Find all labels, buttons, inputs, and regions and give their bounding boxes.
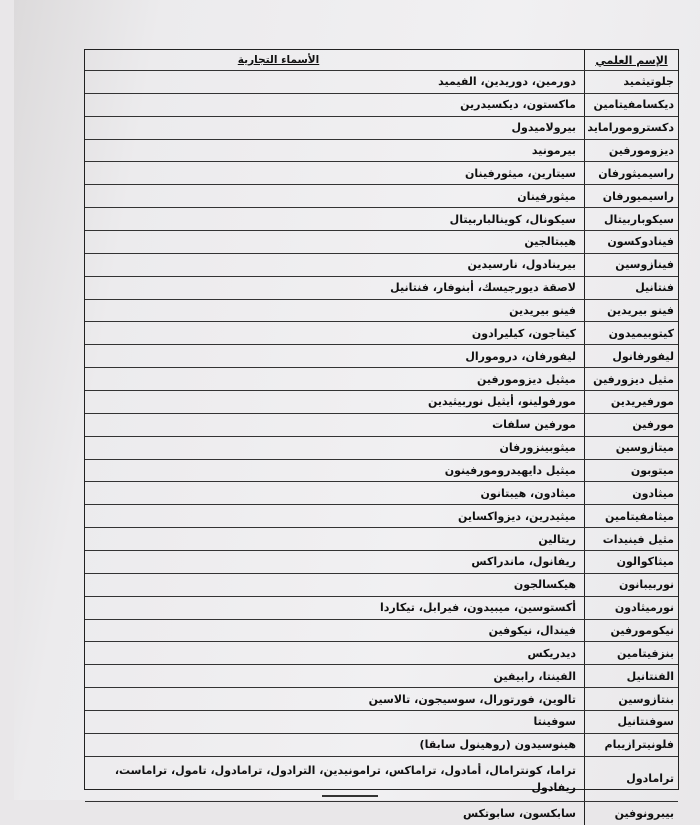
- table-row: [85, 528, 678, 551]
- scientific-name-cell: فينازوسين: [584, 254, 678, 276]
- trade-names-cell: هيبتالجين: [524, 235, 576, 249]
- trade-names-cell: مورفولينو، أيثيل نوربيثيدين: [427, 395, 576, 409]
- scientific-name-cell: مثيل فينيدات: [584, 528, 678, 550]
- scientific-name-cell: مثيل ديزورفين: [584, 368, 678, 390]
- scientific-name-cell: بنزفيتامين: [584, 642, 678, 664]
- trade-names-cell: هينوسيدون (روهينول سابقا): [419, 738, 576, 752]
- table-row: [85, 277, 678, 300]
- trade-names-cell: ميثادون، هيبتانون: [480, 486, 576, 500]
- table-row: [85, 117, 678, 140]
- trade-names-cell: سيكونال، كوينالباربيتال: [449, 212, 576, 226]
- table-row: [85, 185, 678, 208]
- table-row: [85, 437, 678, 460]
- header-scientific-label: الإسم العلمي: [595, 53, 668, 67]
- header-trade-label: الأسماء التجارية: [237, 54, 320, 66]
- table-row: [85, 322, 678, 345]
- scientific-name-cell: ترامادول: [584, 757, 678, 801]
- trade-names-cell: ديدريكس: [527, 646, 576, 660]
- trade-names-cell: تالوين، فورتورال، سوسيجون، تالاسين: [368, 692, 576, 706]
- header-trade-names: [85, 50, 584, 70]
- trade-names-cell: ميثيل دايهيدرومورفينون: [444, 464, 576, 478]
- trade-names-cell: كيتاجون، كيليرادون: [471, 326, 576, 340]
- scientific-name-cell: ليفورفانول: [584, 345, 678, 367]
- trade-names-cell: سابكسون، سابوتكس: [462, 806, 576, 820]
- scientific-name-cell: فنتانيل: [584, 277, 678, 299]
- scientific-name-cell: ميتازوسين: [584, 437, 678, 459]
- scientific-name-cell: ميثاكوالون: [584, 551, 678, 573]
- scientific-name-cell: مورفين: [584, 414, 678, 436]
- trade-names-cell: بيرينادول، نارسيدين: [467, 258, 576, 272]
- table-row: [85, 345, 678, 368]
- scientific-name-cell: دكسترومورامايد: [584, 117, 678, 139]
- table-row: [85, 162, 678, 185]
- table-row: [85, 208, 678, 231]
- table-row: [85, 460, 678, 483]
- trade-names-cell: فينو بيريدين: [509, 304, 576, 318]
- table-row: [85, 71, 678, 94]
- scientific-name-cell: راسيميثورفان: [584, 162, 678, 184]
- table-body: [85, 71, 678, 825]
- table-row: [85, 368, 678, 391]
- trade-names-cell: بيرولاميدول: [511, 121, 576, 135]
- scientific-name-cell: ميثادون: [584, 482, 678, 504]
- table-row: [85, 620, 678, 643]
- scientific-name-cell: ميتوبون: [584, 460, 678, 482]
- table-row: [85, 231, 678, 254]
- trade-names-cell: ميثورفينان: [517, 189, 576, 203]
- scientific-name-cell: نوربيبانون: [584, 574, 678, 596]
- scientific-name-cell: فينو بيريدين: [584, 300, 678, 322]
- trade-names-cell: ريتالين: [538, 532, 576, 546]
- table-row: [85, 551, 678, 574]
- trade-names-cell: بيرمونيد: [531, 144, 576, 157]
- table-row: [85, 254, 678, 277]
- table-row: [85, 414, 678, 437]
- scientific-name-cell: سيكوباربيتال: [584, 208, 678, 230]
- trade-names-cell: تراما، كونترامال، أمادول، تراماكس، ترامونيدين، الترادول، ترامادول، تامول، تراماست، ريفادول: [114, 763, 576, 794]
- trade-names-cell: دورمين، دوريدين، الفيميد: [438, 75, 576, 89]
- scientific-name-cell: ديزومورفين: [584, 140, 678, 162]
- document-page: [14, 0, 700, 820]
- scientific-name-cell: راسيميورفان: [584, 185, 678, 207]
- trade-names-cell: سوفينتا: [533, 715, 576, 729]
- scientific-name-cell: الفنتانيل: [584, 665, 678, 687]
- trade-names-cell: فيندال، نيكوفين: [488, 624, 576, 638]
- trade-names-cell: سيتارين، ميثورفينان: [464, 166, 576, 180]
- page-bottom-mark: [322, 795, 378, 797]
- scientific-name-cell: بنتازوسين: [584, 688, 678, 710]
- table-row: [85, 140, 678, 163]
- scientific-name-cell: نورميثادون: [584, 597, 678, 619]
- trade-names-cell: ريفانول، ماندراكس: [471, 555, 576, 569]
- scientific-name-cell: سوفنتانيل: [584, 711, 678, 733]
- scientific-name-cell: بيبرونوفين: [584, 802, 678, 825]
- table-row: [85, 300, 678, 323]
- scientific-name-cell: ديكسامفيتامين: [584, 94, 678, 116]
- trade-names-cell: ميثوبينزورفان: [499, 441, 576, 455]
- trade-names-cell: ليفورفان، درومورال: [465, 349, 576, 363]
- table-row: [85, 482, 678, 505]
- table-row: [85, 94, 678, 117]
- trade-names-cell: مورفين سلفات: [492, 418, 576, 432]
- trade-names-cell: أكستوسين، ميبيدون، فيرابل، تيكاردا: [380, 601, 576, 615]
- trade-names-cell: ماكستون، ديكسيدرين: [460, 98, 576, 112]
- trade-names-cell: ميثيل ديزومورفين: [476, 372, 576, 386]
- header-scientific-name: [584, 50, 678, 70]
- table-row: [85, 665, 678, 688]
- table-row: [85, 688, 678, 711]
- trade-names-cell: لاصقة ديورجيسك، أبنوفار، فنتانيل: [390, 281, 576, 295]
- table-row: [85, 574, 678, 597]
- drug-names-table: [84, 49, 679, 820]
- scientific-name-cell: كيتوبيميدون: [584, 322, 678, 344]
- scientific-name-cell: فينادوكسون: [584, 231, 678, 253]
- scientific-name-cell: فلونيترازيبام: [584, 734, 678, 756]
- table-header: [85, 50, 678, 71]
- table-row: [85, 802, 678, 825]
- scientific-name-cell: مورفيريدين: [584, 391, 678, 413]
- table-row: [85, 642, 678, 665]
- scientific-name-cell: جلوتيثميد: [584, 71, 678, 93]
- table-row: [85, 711, 678, 734]
- trade-names-cell: الفينتا، رابيفين: [493, 669, 576, 683]
- table-row: [85, 391, 678, 414]
- scientific-name-cell: ميثامفيتامين: [584, 505, 678, 527]
- trade-names-cell: ميثيدرين، ديزواكساين: [458, 509, 576, 523]
- table-row: [85, 757, 678, 802]
- table-row: [85, 505, 678, 528]
- table-row: [85, 734, 678, 757]
- scientific-name-cell: نيكومورفين: [584, 620, 678, 642]
- trade-names-cell: هيكسالجون: [513, 578, 576, 592]
- table-row: [85, 597, 678, 620]
